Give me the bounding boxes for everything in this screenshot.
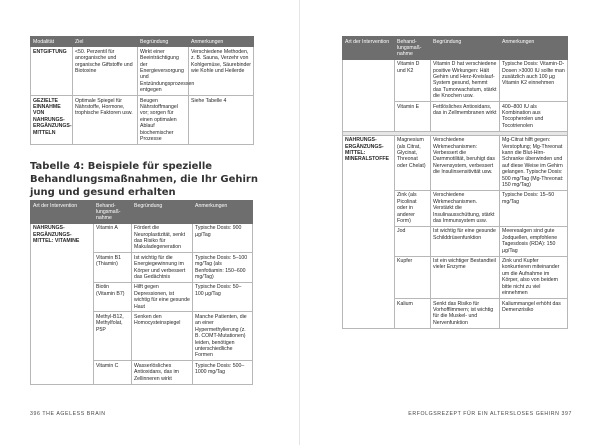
measure-cell: Jod: [395, 226, 431, 256]
reason-cell: Fettlösliches Antioxidans, das in Zellmembranen wirkt: [431, 102, 500, 132]
reason-cell: Wasserlösliches Antioxidans, das im Zellinneren wirkt: [132, 361, 193, 384]
reason-cell: Verschiedene Wirkmechanismen: Verbessert die Darmmotilität, beruhigt das Nervensystem, verbessert die Insulinsensitivität usw.: [431, 135, 500, 190]
header-cell: Begründung: [138, 37, 189, 47]
notes-cell: Kaliummangel erhöht das Demenzrisiko: [500, 299, 568, 329]
reason-cell: Ist wichtig für eine gesunde Schilddrüsenfunktion: [431, 226, 500, 256]
header-cell: Art der Intervention: [31, 201, 94, 224]
header-cell: Behand-lungsmaß-nahme: [94, 201, 132, 224]
category-cell: NAHRUNGS-ERGÄNZUNGS-MITTEL: MINERALSTOFFE: [343, 135, 395, 328]
table-row: [343, 135, 568, 190]
category-cell-empty: [343, 59, 395, 131]
notes-cell: Typische Dosis: 500–1000 mg/Tag: [193, 361, 253, 384]
measure-cell: Vitamin C: [94, 361, 132, 384]
header-cell: Anmerkungen: [500, 37, 568, 60]
measure-cell: Methyl-B12, Methylfolat, P5P: [94, 312, 132, 361]
table-row: [31, 223, 253, 253]
measure-cell: Biotin (Vitamin B7): [94, 282, 132, 312]
table-row: [343, 59, 568, 101]
goal-cell: Optimale Spiegel für Nährstoffe, Hormone, trophische Faktoren usw.: [73, 96, 138, 145]
notes-cell: Typische Dosis: 5–100 mg/Tag (als Benfotiamin: 150–600 mg/Tag): [193, 253, 253, 283]
header-cell: Modalität: [31, 37, 73, 47]
header-cell: Anmerkungen: [189, 37, 254, 47]
reason-cell: Ist ein wichtiger Bestandteil vieler Enzyme: [431, 256, 500, 298]
table-continued-header: [343, 37, 568, 60]
reason-cell: Ist wichtig für die Energiegewinnung im Körper und verbessert das Gedächtnis: [132, 253, 193, 283]
page-footer-right: ERFOLGSREZEPT FÜR EIN ALTERSLOSES GEHIRN 397: [408, 411, 572, 417]
header-cell: Behand-lungsmaß-nahme: [395, 37, 431, 60]
reason-cell: Wirkt einer Beeinträchtigung der Energieversorgung und Entzündungsprozessen entgegen: [138, 47, 189, 96]
notes-cell: Verschiedene Methoden, z. B. Sauna, Verzehr von Kohlgemüse, Säurebinder wie Kohle und Heilerde: [189, 47, 254, 96]
notes-cell: Typische Dosis: 900 µg/Tag: [193, 223, 253, 253]
right-page: [300, 0, 600, 445]
reason-cell: Senkt das Risiko für Vorhofflimmern; ist wichtig für die Muskel- und Nervenfunktion: [431, 299, 500, 329]
modality-cell: ENTGIFTUNG: [31, 47, 73, 96]
modality-cell: GEZIELTE EINNAHME VON NAHRUNGS-ERGÄNZUNGS-MITTELN: [31, 96, 73, 145]
header-cell: Anmerkungen: [193, 201, 253, 224]
header-cell: Ziel: [73, 37, 138, 47]
table-main-header: [31, 201, 253, 224]
reason-cell: Beugen Nährstoffmangel vor; sorgen für einen optimalen Ablauf biochemischer Prozesse: [138, 96, 189, 145]
reason-cell: Hilft gegen Depressionen, ist wichtig für eine gesunde Haut: [132, 282, 193, 312]
notes-cell: Mg-Citrat hilft gegen: Verstopfung; Mg-Threonat kann die Blut-Hirn-Schranke überwinden und auf diese Weise im Gehirn gelangen. Typische Dosis: 500 mg/Tag (Mg-Threonat: 150 mg/Tag): [500, 135, 568, 190]
page-footer-left: 396 THE AGELESS BRAIN: [30, 411, 106, 417]
notes-cell: Zink und Kupfer konkurrieren miteinander um die Aufnahme im Körper, also von beidem bitte nicht zu viel einnehmen: [500, 256, 568, 298]
notes-cell: Typische Dosis: Vitamin-D-Dosen >3000 IU sollte man zusätzlich auch 100 µg Vitamin K2 einnehmen: [500, 59, 568, 101]
measure-cell: Magnesium (als Citrat, Glycinat, Threonat oder Chelat): [395, 135, 431, 190]
header-cell: Begründung: [431, 37, 500, 60]
notes-cell: Siehe Tabelle 4: [189, 96, 254, 145]
goal-cell: <50. Perzentil für anorganische und organische Giftstoffe und Biotoxine: [73, 47, 138, 96]
table-row: [31, 47, 254, 96]
measure-cell: Vitamin E: [395, 102, 431, 132]
reason-cell: Senken den Homocysteinspiegel: [132, 312, 193, 361]
measure-cell: Zink (als Picolinat oder in anderer Form): [395, 190, 431, 226]
measure-cell: Vitamin D und K2: [395, 59, 431, 101]
reason-cell: Verschiedene Wirkmechanismen. Verstärkt die Insulinausschüttung, stärkt das Immunsystem usw.: [431, 190, 500, 226]
table-heading: Tabelle 4: Beispiele für spezielle Behandlungsmaßnahmen, die Ihr Gehirn jung und gesund erhalten: [30, 161, 258, 198]
table-main: [30, 200, 253, 385]
reason-cell: Fördert die Neuroplastizität, senkt das Risiko für Makuladegeneration: [132, 223, 193, 253]
measure-cell: Kalium: [395, 299, 431, 329]
notes-cell: Manche Patienten, die an einer Hypermethylierung (z. B. COMT-Mutationen) leiden, benötigen unterschiedliche Formen: [193, 312, 253, 361]
measure-cell: Vitamin B1 (Thiamin): [94, 253, 132, 283]
notes-cell: Typische Dosis: 15–50 mg/Tag: [500, 190, 568, 226]
reason-cell: Vitamin D hat verschiedene positive Wirkungen: Hält Gehirn und Herz-Kreislauf-System gesund, hemmt das Tumorwachstum, stärkt die Knochen usw.: [431, 59, 500, 101]
measure-cell: Vitamin A: [94, 223, 132, 253]
header-cell: Art der Intervention: [343, 37, 395, 60]
table-top-header: [31, 37, 254, 47]
category-cell: NAHRUNGS-ERGÄNZUNGS-MITTEL: VITAMINE: [31, 223, 94, 384]
header-cell: Begründung: [132, 201, 193, 224]
measure-cell: Kupfer: [395, 256, 431, 298]
table-continued: [342, 36, 568, 329]
notes-cell: 400–800 IU als Kombination aus Tocopherolen und Tocotrienolen: [500, 102, 568, 132]
table-top: [30, 36, 254, 145]
table-row: [31, 96, 254, 145]
notes-cell: Meeresalgen sind gute Jodquellen, empfohlene Tagesdosis (RDA): 150 µg/Tag: [500, 226, 568, 256]
notes-cell: Typische Dosis: 50–100 µg/Tag: [193, 282, 253, 312]
